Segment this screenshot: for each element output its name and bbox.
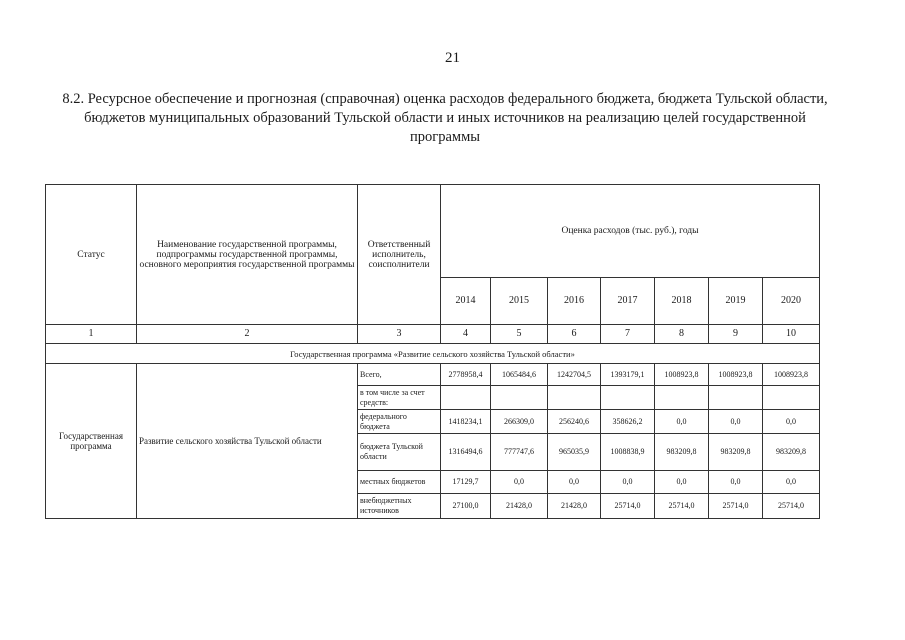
column-number: 7 [601, 325, 655, 344]
program-title: Государственная программа «Развитие сельского хозяйства Тульской области» [46, 344, 820, 364]
value-cell: 965035,9 [548, 434, 601, 471]
year-header: 2019 [709, 278, 763, 325]
column-number-row [46, 325, 820, 344]
column-number: 10 [763, 325, 820, 344]
value-cell: 21428,0 [548, 494, 601, 519]
column-number: 3 [358, 325, 441, 344]
header-estimate: Оценка расходов (тыс. руб.), годы [441, 185, 820, 278]
value-cell: 0,0 [491, 471, 548, 494]
value-cell: 21428,0 [491, 494, 548, 519]
year-header: 2016 [548, 278, 601, 325]
header-executor: Ответственный исполнитель, соисполнители [358, 185, 441, 325]
funding-source: Всего, [358, 364, 441, 386]
value-cell: 25714,0 [709, 494, 763, 519]
value-cell: 777747,6 [491, 434, 548, 471]
value-cell: 0,0 [655, 410, 709, 434]
value-cell: 1008923,8 [655, 364, 709, 386]
program-name-cell: Развитие сельского хозяйства Тульской области [137, 364, 358, 519]
value-cell: 358626,2 [601, 410, 655, 434]
value-cell: 17129,7 [441, 471, 491, 494]
budget-table [45, 184, 820, 519]
value-cell: 0,0 [763, 410, 820, 434]
column-number: 9 [709, 325, 763, 344]
funding-source: внебюджетных источников [358, 494, 441, 519]
value-cell: 1008923,8 [709, 364, 763, 386]
funding-source: бюджета Тульской области [358, 434, 441, 471]
value-cell [763, 386, 820, 410]
value-cell [441, 386, 491, 410]
value-cell [601, 386, 655, 410]
section-title: 8.2. Ресурсное обеспечение и прогнозная (справочная) оценка расходов федерального бюджета, бюджета Тульской области, бюджетов муниципальных образований Тульской области и иных источников на реализацию целей государственной программы [62, 91, 828, 145]
funding-source: федерального бюджета [358, 410, 441, 434]
value-cell: 1008838,9 [601, 434, 655, 471]
value-cell: 27100,0 [441, 494, 491, 519]
value-cell: 1242704,5 [548, 364, 601, 386]
funding-source: в том числе за счет средств: [358, 386, 441, 410]
value-cell: 983209,8 [709, 434, 763, 471]
value-cell: 1008923,8 [763, 364, 820, 386]
value-cell [491, 386, 548, 410]
column-number: 2 [137, 325, 358, 344]
value-cell: 256240,6 [548, 410, 601, 434]
value-cell: 0,0 [655, 471, 709, 494]
value-cell: 0,0 [709, 410, 763, 434]
year-header: 2017 [601, 278, 655, 325]
value-cell: 0,0 [548, 471, 601, 494]
column-number: 8 [655, 325, 709, 344]
value-cell: 25714,0 [763, 494, 820, 519]
column-number: 5 [491, 325, 548, 344]
column-number: 4 [441, 325, 491, 344]
year-header: 2018 [655, 278, 709, 325]
column-number: 1 [46, 325, 137, 344]
header-status: Статус [46, 185, 137, 325]
value-cell [655, 386, 709, 410]
value-cell: 0,0 [709, 471, 763, 494]
value-cell: 25714,0 [601, 494, 655, 519]
year-header: 2015 [491, 278, 548, 325]
column-number: 6 [548, 325, 601, 344]
program-title-row [46, 344, 820, 364]
page-number: 21 [445, 50, 460, 66]
year-header: 2014 [441, 278, 491, 325]
value-cell: 1065484,6 [491, 364, 548, 386]
value-cell: 1418234,1 [441, 410, 491, 434]
header-row-top [46, 185, 820, 278]
value-cell: 0,0 [601, 471, 655, 494]
header-name: Наименование государственной программы, подпрограммы государственной программы, основного мероприятия государственной программы [137, 185, 358, 325]
value-cell: 25714,0 [655, 494, 709, 519]
value-cell [709, 386, 763, 410]
table-row [46, 364, 820, 386]
value-cell: 1316494,6 [441, 434, 491, 471]
value-cell [548, 386, 601, 410]
value-cell: 1393179,1 [601, 364, 655, 386]
value-cell: 983209,8 [655, 434, 709, 471]
value-cell: 983209,8 [763, 434, 820, 471]
status-cell: Государственная программа [46, 364, 137, 519]
value-cell: 2778958,4 [441, 364, 491, 386]
funding-source: местных бюджетов [358, 471, 441, 494]
year-header: 2020 [763, 278, 820, 325]
value-cell: 266309,0 [491, 410, 548, 434]
value-cell: 0,0 [763, 471, 820, 494]
